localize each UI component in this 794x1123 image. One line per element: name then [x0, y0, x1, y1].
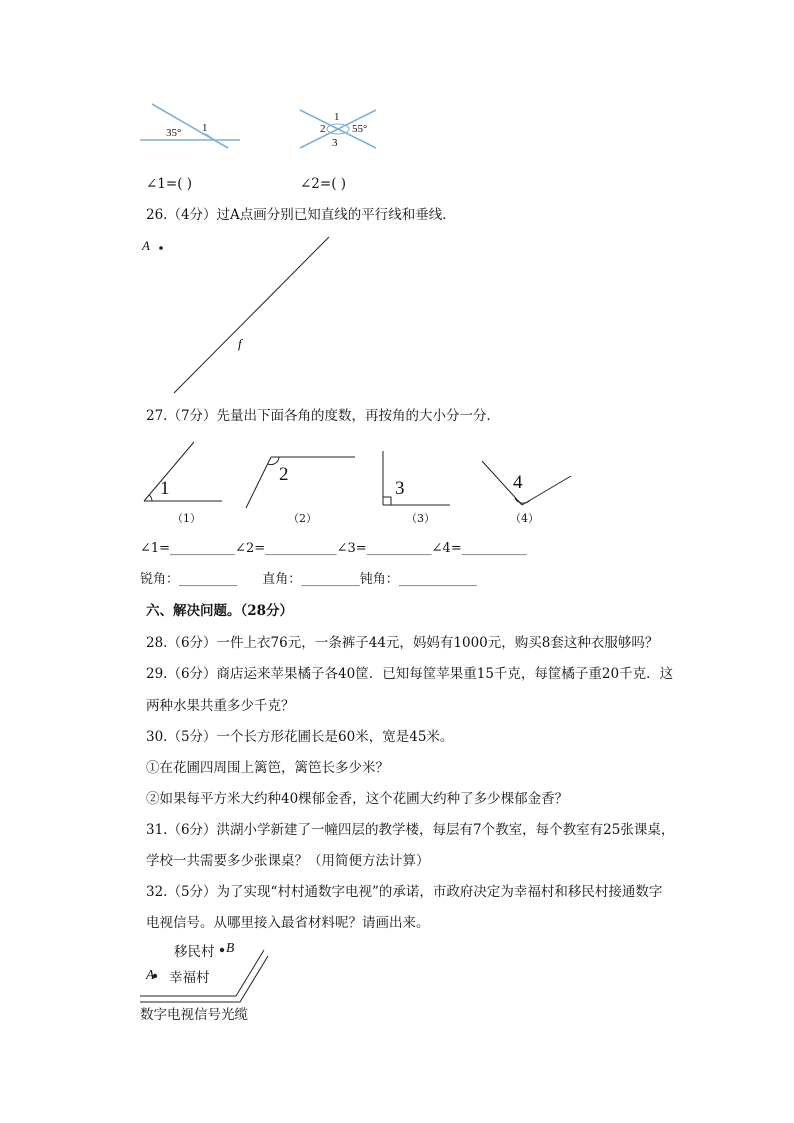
q27-angle-2-label: 2 [279, 464, 289, 485]
q30-sub-1: ①在花圃四周围上篱笆，篱笆长多少米？ [146, 760, 389, 776]
q27-angle-4-label: 4 [513, 472, 523, 493]
q32-question-line-2: 电视信号。从哪里接入最省材料呢？请画出来。 [146, 915, 430, 931]
q27-angle-figures [138, 438, 578, 530]
q27-caption-4: （4） [510, 512, 539, 525]
q26-point-label: A [142, 238, 150, 253]
q26-figure [140, 232, 340, 397]
q25-answer-2[interactable]: ∠2=( ) [300, 176, 347, 192]
q25-fig2-label-left: 2 [320, 123, 326, 135]
q31-question-line-1: 31.（6分）洪湖小学新建了一幢四层的教学楼，每层有7个教室，每个教室有25张课桌， [146, 822, 675, 838]
q27-angle-1-label: 1 [160, 478, 170, 499]
q27-caption-3: （3） [406, 512, 435, 525]
q32-village-a: 幸福村 [169, 970, 210, 986]
q25-fig1-angle-label: 35° [166, 127, 182, 139]
q25-fig1-label: 1 [202, 122, 208, 134]
q27-measure-line[interactable]: ∠1=__________∠2=___________∠3=__________∠4=__________ [140, 541, 527, 556]
q25-fig2-label-bottom: 3 [332, 137, 338, 149]
q26-figure-svg [140, 232, 340, 397]
q25-figure-1-svg [140, 100, 245, 150]
q31-question-line-2: 学校一共需要多少张课桌？（用简便方法计算） [146, 853, 430, 869]
q27-classify-line[interactable]: 锐角：_________ 直角：_________钝角：____________ [140, 572, 477, 587]
q27-caption-2: （2） [288, 512, 317, 525]
q29-question-line-1: 29.（6分）商店运来苹果橘子各40筐．已知每筐苹果重15千克，每筐橘子重20千克．这 [146, 666, 674, 682]
section-6-title: 六、解决问题。（28分） [146, 603, 294, 619]
q27-caption-1: （1） [172, 512, 201, 525]
q32-figure [138, 936, 278, 1026]
q30-question: 30.（5分）一个长方形花圃长是60米，宽是45米。 [146, 729, 454, 745]
q32-question-line-1: 32.（5分）为了实现“村村通数字电视”的承诺，市政府决定为幸福村和移民村接通数字 [146, 884, 663, 900]
q29-question-line-2: 两种水果共重多少千克？ [146, 698, 295, 714]
q25-figure-2 [298, 106, 380, 152]
q32-point-b: B [226, 940, 235, 955]
q26-question: 26.（4分）过A点画分别已知直线的平行线和垂线． [146, 207, 456, 223]
q25-fig2-label-top: 1 [334, 111, 340, 123]
q26-line-label: f [238, 336, 242, 351]
q30-sub-2: ②如果每平方米大约种40棵郁金香，这个花圃大约种了多少棵郁金香？ [146, 791, 569, 807]
q27-angle-3-label: 3 [395, 478, 405, 499]
q32-point-a: A [146, 967, 155, 982]
q25-answer-1[interactable]: ∠1=( ) [146, 176, 193, 192]
q27-question: 27.（7分）先量出下面各角的度数，再按角的大小分一分． [146, 408, 501, 424]
q28-question: 28.（6分）一件上衣76元，一条裤子44元，妈妈有1000元，购买8套这种衣服够吗？ [146, 635, 659, 651]
q32-village-b: 移民村 [174, 944, 215, 960]
q32-cable-label: 数字电视信号光缆 [140, 1007, 248, 1023]
q25-fig2-angle-label: 55° [352, 123, 368, 135]
q25-figure-1 [140, 100, 245, 150]
